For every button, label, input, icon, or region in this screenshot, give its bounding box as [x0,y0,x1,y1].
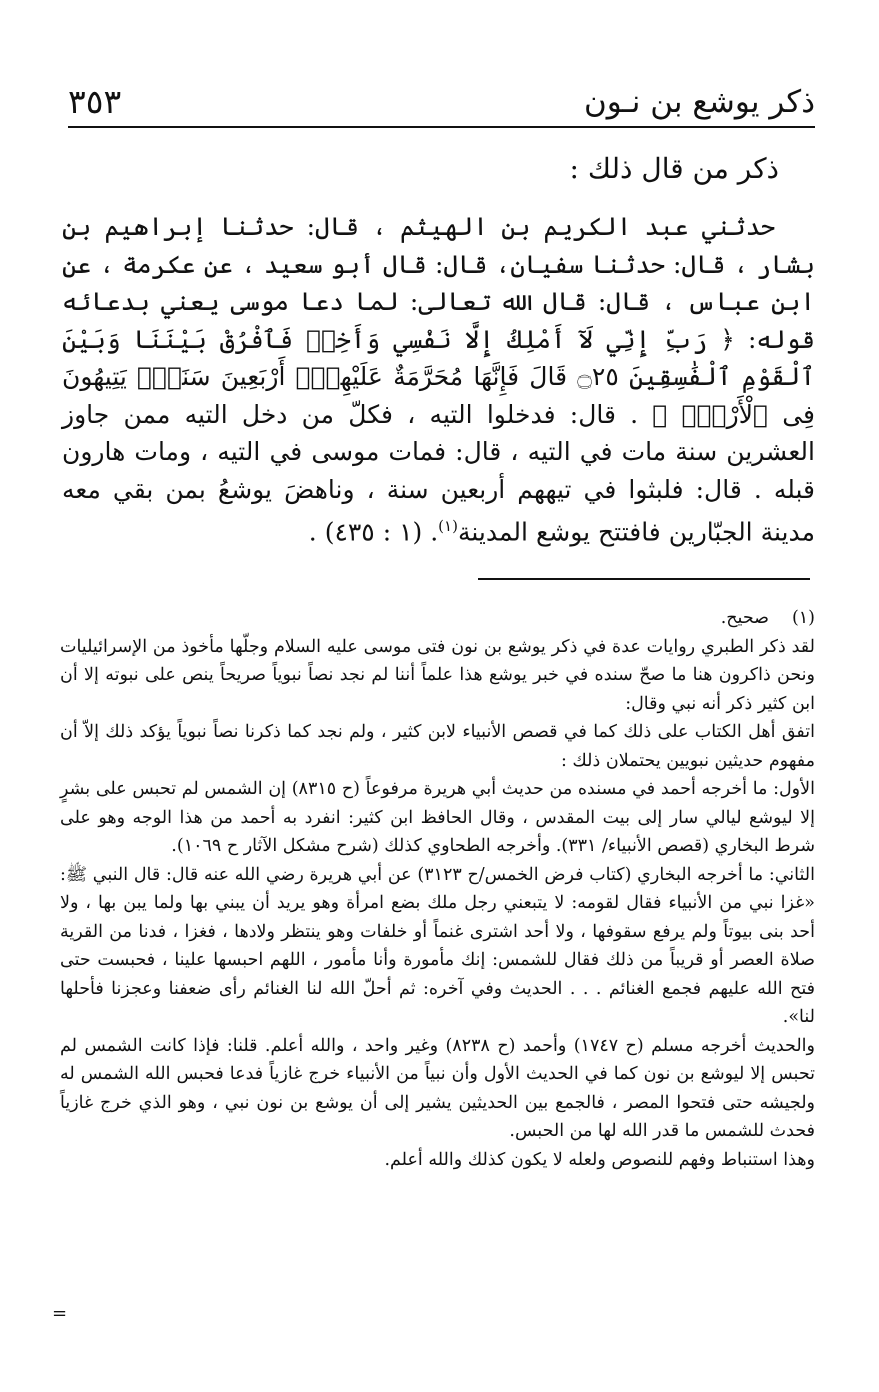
footnote-paragraph: الأول: ما أخرجه أحمد في مسنده من حديث أبي هريرة مرفوعاً (ح ٨٣١٥) إن الشمس لم تحبس على بشرٍ إلا ليوشع ليالي سار إلى بيت المقدس ، وقال الحافظ ابن كثير: انفرد به أحمد من هذا الوجه وهو على شرط البخاري (قصص الأنبياء/ ٣٣١). وأخرجه الطحاوي كذلك (شرح مشكل الآثار ح ١٠٦٩). [60,779,815,856]
footnote-paragraph: والحديث أخرجه مسلم (ح ١٧٤٧) وأحمد (ح ٨٢٣٨) وغير واحد ، والله أعلم. قلنا: فإذا كانت الشمس لم تحبس إلا ليوشع بن نون كما في الحديث الأول وأن نبياً من الأنبياء خرج غازياً فدعا فحبس الله الشمس له ولجيشه حتى فتحوا المصر ، فالجمع بين الحديثين يشير إلى أن يوشع بن نون نبي ، وهو الذي خرج غازياً فحدث للشمس ما قدر الله لها من الحبس. [60,1035,815,1141]
source-citation: . (١ : ٤٣٥) . [308,517,439,547]
narration-body: . قال: فدخلوا التيه ، فكلّ من دخل التيه ممن جاوز العشرين سنة مات في التيه ، قال: فمات موسى في التيه ، ومات هارون قبله . قال: فلبثوا في تيههم أربعين سنة ، وناهضَ يوشعُ بمن بقي معه مدينة الجبّارين فافتتح يوشع المدينة [62,399,815,547]
section-heading: ذكر من قال ذلك : [569,152,779,185]
quran-verse: ﴿ رَبِّ إِنِّي لَآ أَمْلِكُ إِلَّا نَفْسِي وَأَخِىۖ فَٱفْرُقْ بَيْنَنَا وَبَيْنَ ٱلْقَوْمِ ٱلْفَٰسِقِينَ ۝٢٥ قَالَ فَإِنَّهَا مُحَرَّمَةٌ عَلَيْهِمْۛ أَرْبَعِينَ سَنَةًۛ يَتِيهُونَ فِى ٱلْأَرْضِۚ ﴾ [62,324,815,429]
page-header [68,78,815,128]
footnote-header [60,604,815,633]
page-number: ٣٥٣ [68,82,122,121]
footnote-separator [478,578,810,580]
main-text [62,208,815,551]
footnotes [60,604,815,1174]
footnote-paragraph: لقد ذكر الطبري روايات عدة في ذكر يوشع بن نون فتى موسى عليه السلام وجلّها مأخوذ من الإسرائيليات ونحن ذاكرون هنا ما صحّ سنده في خبر يوشع هذا علماً أننا لم نجد نصاً نبوياً صريحاً ينص على نبوته إلا أن ابن كثير ذكر أنه نبي وقال: [60,636,815,714]
footnote-paragraph: اتفق أهل الكتاب على ذلك كما في قصص الأنبياء لابن كثير ، ولم نجد كما ذكرنا نصاً نبوياً يؤكد ذلك إلاّ أن مفهوم حديثين نبويين يحتملان ذلك : [60,722,815,771]
footnote-paragraph: الثاني: ما أخرجه البخاري (كتاب فرض الخمس/ح ٣١٢٣) عن أبي هريرة رضي الله عنه قال: قال النبي ﷺ: «غزا نبي من الأنبياء فقال لقومه: لا يتبعني رجل ملك بضع امرأة وهو يريد أن يبني بها ولما يبن بها ، ولا أحد بنى بيوتاً ولم يرفع سقوفها ، ولا أحد اشترى غنماً أو خلفات وهو ينتظر ولادها ، فغزا ، فدنا من القرية صلاة العصر أو قريباً من ذلك فقال للشمس: إنك مأمورة وأنا مأمور ، اللهم احبسها علينا ، فحبست حتى فتح الله عليهم فجمع الغنائم . . . الحديث وفي آخره: ثم أحلّ الله لنا الغنائم رأى ضعفنا وعجزنا فأحلها لنا». [60,864,815,1027]
footnote-number: (١) [791,608,815,628]
footnote-reference[interactable]: (١) [438,517,458,535]
narration-chain: حدثني عبد الكريم بن الهيثم ، قال: حدثنا إبراهيم بن بشار ، قال: حدثنا سفيان، قال: قال أبو سعيد ، عن عكرمة ، عن ابن عباس ، قال: قال الله تعالى: لما دعا موسى يعني بدعائه قوله: [62,212,815,354]
footnote-paragraph: وهذا استنباط وفهم للنصوص ولعله لا يكون كذلك والله أعلم. [384,1149,815,1170]
main-paragraph [62,208,815,551]
footnote-grade: صحيح. [720,608,769,628]
running-title: ذكر يوشع بن نـون [583,84,815,120]
continuation-mark: = [52,1303,68,1324]
